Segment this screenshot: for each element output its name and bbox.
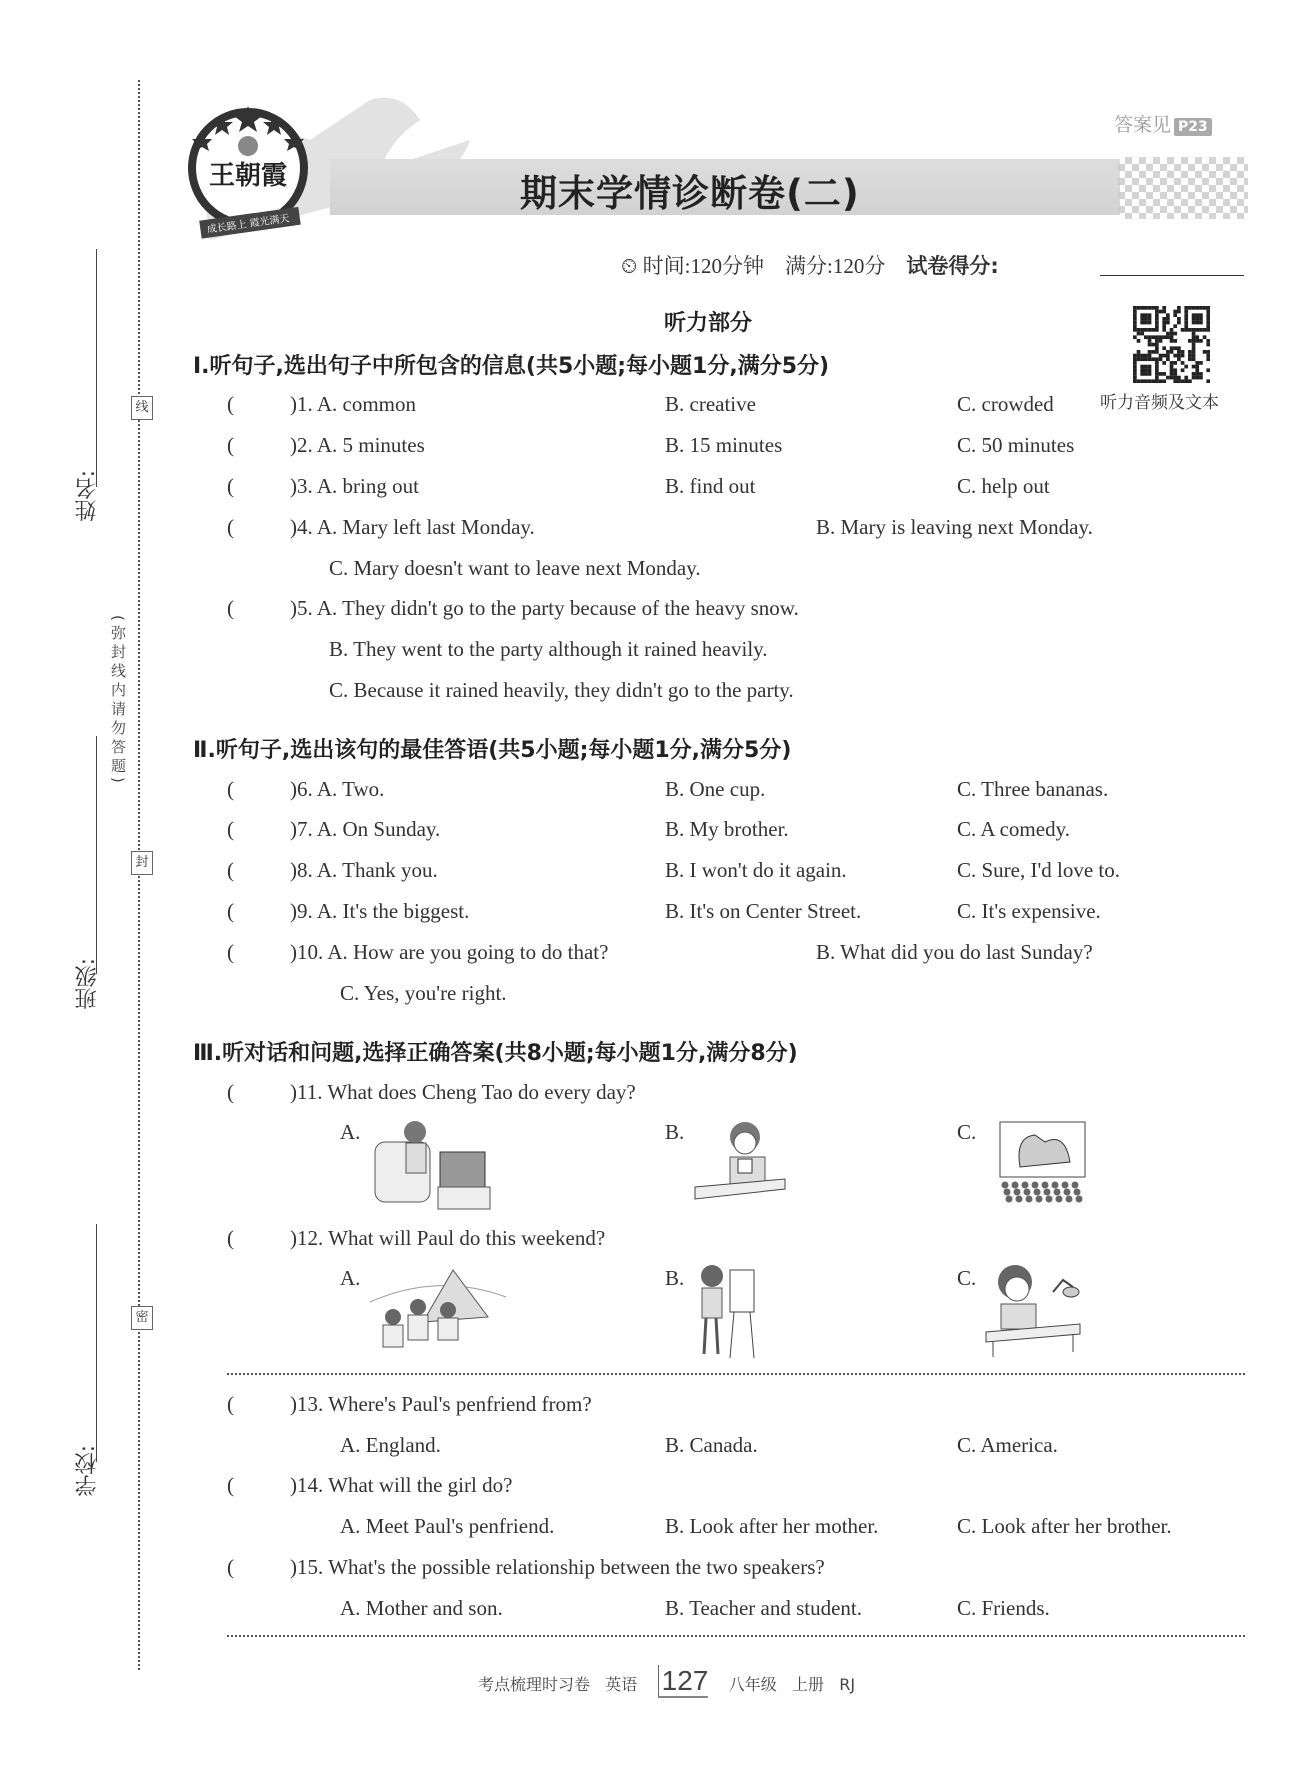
clock-icon: ⏲	[621, 254, 638, 278]
option-c[interactable]: C. Friends.	[957, 1596, 1050, 1620]
bracket-close: )	[290, 1226, 297, 1250]
footer-volume: 上册	[791, 1675, 824, 1694]
question-number: 5	[297, 596, 308, 620]
question-number: 9	[297, 899, 308, 923]
option-c[interactable]: C. 50 minutes	[957, 433, 1075, 457]
page-number: 127	[658, 1665, 709, 1698]
exam-info	[621, 250, 999, 280]
option-a[interactable]: A. Thank you.	[316, 858, 438, 882]
question-11	[290, 1079, 636, 1105]
class-label: 班级:	[75, 958, 100, 1010]
number-dot: .	[307, 858, 317, 882]
question-stem: What does Cheng Tao do every day?	[327, 1080, 636, 1104]
option-c[interactable]: C. crowded	[957, 392, 1054, 416]
option-c[interactable]: C.	[957, 1120, 977, 1144]
option-c[interactable]: C. A comedy.	[957, 817, 1070, 841]
question-5	[290, 595, 799, 621]
option-a[interactable]: A. It's the biggest.	[316, 899, 470, 923]
question-number: 12	[297, 1226, 318, 1250]
image-doing-homework	[983, 1262, 1083, 1357]
svg-text:成长路上 霞光满天: 成长路上 霞光满天	[206, 213, 291, 236]
part-title: 听力部分	[664, 311, 753, 336]
image-reading-book	[690, 1117, 790, 1212]
binding-note: (弥封线内请勿答题)	[109, 615, 127, 787]
class-field-line[interactable]	[96, 736, 97, 974]
question-1	[290, 391, 416, 417]
question-4	[290, 514, 535, 540]
qr-caption: 听力音频及文本	[1100, 393, 1219, 413]
option-a[interactable]: A.	[340, 1266, 361, 1290]
question-stem: What will Paul do this weekend?	[328, 1226, 606, 1250]
bracket-close: )	[290, 392, 297, 416]
option-a[interactable]: A. common	[316, 392, 416, 416]
image-camping	[368, 1262, 508, 1357]
question-number: 13	[297, 1392, 318, 1416]
time-limit: 时间:120分钟	[642, 254, 764, 278]
question-stem: What's the possible relationship between the two speakers?	[328, 1555, 825, 1579]
option-b[interactable]: B. creative	[665, 392, 756, 416]
image-watching-tv	[370, 1117, 495, 1212]
option-b[interactable]: B. I won't do it again.	[665, 858, 847, 882]
option-b[interactable]: B. 15 minutes	[665, 433, 783, 457]
answer-bracket[interactable]: (	[227, 858, 234, 882]
answer-bracket[interactable]: (	[227, 899, 234, 923]
checker-decoration	[1118, 157, 1248, 219]
number-dot: .	[307, 817, 317, 841]
number-dot: .	[307, 515, 317, 539]
section-3-title: Ⅲ.听对话和问题,选择正确答案(共8小题;每小题1分,满分8分)	[193, 1041, 798, 1066]
bottom-divider	[227, 1635, 1245, 1637]
name-label: 姓名:	[75, 470, 100, 522]
question-15	[290, 1554, 825, 1580]
option-a[interactable]: A. bring out	[316, 474, 419, 498]
image-painting	[692, 1262, 762, 1362]
footer-grade: 八年级	[728, 1675, 777, 1694]
question-8	[290, 857, 438, 883]
score-label: 试卷得分:	[906, 254, 999, 278]
number-dot: .	[318, 1555, 329, 1579]
option-b[interactable]: B. My brother.	[665, 817, 789, 841]
name-field-line[interactable]	[96, 249, 97, 487]
option-b[interactable]: B.	[665, 1120, 685, 1144]
bracket-close: )	[290, 817, 297, 841]
question-7	[290, 816, 440, 842]
section-2-title: Ⅱ.听句子,选出该句的最佳答语(共5小题;每小题1分,满分5分)	[193, 738, 792, 763]
svg-text:王朝霞: 王朝霞	[208, 161, 288, 191]
question-10	[290, 939, 608, 965]
option-a[interactable]: A. On Sunday.	[316, 817, 441, 841]
answer-ref-label: 答案见	[1114, 114, 1172, 136]
bracket-close: )	[290, 474, 297, 498]
question-number: 14	[297, 1473, 318, 1497]
number-dot: .	[307, 899, 317, 923]
option-a[interactable]: A. Mother and son.	[340, 1596, 503, 1620]
bracket-close: )	[290, 1080, 297, 1104]
bracket-close: )	[290, 858, 297, 882]
question-2	[290, 432, 425, 458]
full-score: 满分:120分	[784, 254, 886, 278]
question-number: 11	[297, 1080, 318, 1104]
number-dot: .	[318, 1473, 329, 1497]
footer-book: 考点梳理时习卷	[478, 1675, 591, 1694]
option-b[interactable]: B. It's on Center Street.	[665, 899, 862, 923]
option-a[interactable]: A. 5 minutes	[316, 433, 425, 457]
score-input-line[interactable]	[1100, 275, 1244, 276]
option-a[interactable]: A. Meet Paul's penfriend.	[340, 1514, 555, 1538]
number-dot: .	[317, 1080, 328, 1104]
option-c[interactable]: C. Sure, I'd love to.	[957, 858, 1121, 882]
option-a[interactable]: A. England.	[340, 1433, 441, 1457]
option-a[interactable]: A.	[340, 1120, 361, 1144]
answer-bracket[interactable]: (	[227, 1080, 234, 1104]
option-c[interactable]: C. Three bananas.	[957, 777, 1109, 801]
school-field-line[interactable]	[96, 1224, 97, 1462]
option-b[interactable]: B. What did you do last Sunday?	[816, 940, 1093, 964]
question-6	[290, 776, 384, 802]
question-number: 4	[297, 515, 308, 539]
mark-line: 线	[131, 396, 153, 420]
option-b[interactable]: B.	[665, 1266, 685, 1290]
answer-bracket[interactable]: (	[227, 940, 234, 964]
option-c[interactable]: C. Look after her brother.	[957, 1514, 1172, 1538]
brand-logo	[186, 96, 316, 246]
option-b[interactable]: B. They went to the party although it rained heavily.	[329, 637, 768, 661]
question-number: 15	[297, 1555, 318, 1579]
number-dot: .	[318, 1392, 329, 1416]
question-number: 8	[297, 858, 308, 882]
question-number: 1	[297, 392, 308, 416]
bracket-close: )	[290, 1555, 297, 1579]
bracket-close: )	[290, 596, 297, 620]
number-dot: .	[307, 474, 317, 498]
section-1-title: Ⅰ.听句子,选出句子中所包含的信息(共5小题;每小题1分,满分5分)	[193, 354, 830, 379]
number-dot: .	[307, 392, 317, 416]
bracket-close: )	[290, 899, 297, 923]
image-watching-movie	[995, 1117, 1090, 1207]
footer-edition: RJ	[839, 1675, 856, 1694]
qr-code[interactable]	[1133, 306, 1210, 383]
school-label: 学校:	[75, 1445, 100, 1497]
option-a[interactable]: A. How are you going to do that?	[327, 940, 609, 964]
answer-bracket[interactable]: (	[227, 392, 234, 416]
answer-bracket[interactable]: (	[227, 433, 234, 457]
bracket-close: )	[290, 515, 297, 539]
number-dot: .	[307, 777, 317, 801]
mark-seal: 封	[131, 851, 153, 875]
option-c[interactable]: C. America.	[957, 1433, 1058, 1457]
number-dot: .	[318, 940, 328, 964]
question-3	[290, 473, 419, 499]
answer-reference	[1114, 110, 1212, 137]
answer-bracket[interactable]: (	[227, 1555, 234, 1579]
option-c[interactable]: C.	[957, 1266, 977, 1290]
binding-cut-line	[138, 80, 140, 1670]
bracket-close: )	[290, 1473, 297, 1497]
option-b[interactable]: B. Mary is leaving next Monday.	[816, 515, 1093, 539]
bracket-close: )	[290, 1392, 297, 1416]
question-stem: What will the girl do?	[328, 1473, 513, 1497]
option-b[interactable]: B. Look after her mother.	[665, 1514, 879, 1538]
option-c[interactable]: C. Yes, you're right.	[340, 981, 507, 1005]
number-dot: .	[318, 1226, 329, 1250]
question-number: 6	[297, 777, 308, 801]
answer-bracket[interactable]: (	[227, 596, 234, 620]
option-b[interactable]: B. find out	[665, 474, 756, 498]
answer-page-badge: P23	[1174, 118, 1212, 136]
question-14	[290, 1472, 512, 1498]
answer-bracket[interactable]: (	[227, 817, 234, 841]
bracket-close: )	[290, 940, 297, 964]
question-number: 2	[297, 433, 308, 457]
question-number: 7	[297, 817, 308, 841]
footer	[478, 1665, 855, 1697]
option-c[interactable]: C. It's expensive.	[957, 899, 1101, 923]
option-c[interactable]: C. help out	[957, 474, 1050, 498]
number-dot: .	[307, 596, 317, 620]
option-a[interactable]: A. Two.	[316, 777, 385, 801]
question-9	[290, 898, 469, 924]
section-divider	[227, 1373, 1245, 1375]
answer-bracket[interactable]: (	[227, 474, 234, 498]
bracket-close: )	[290, 433, 297, 457]
mark-secret: 密	[131, 1306, 153, 1330]
answer-bracket[interactable]: (	[227, 1226, 234, 1250]
page-title: 期末学情诊断卷(二)	[520, 172, 860, 215]
option-b[interactable]: B. One cup.	[665, 777, 766, 801]
answer-bracket[interactable]: (	[227, 1392, 234, 1416]
question-number: 3	[297, 474, 308, 498]
footer-subject: 英语	[605, 1675, 638, 1694]
answer-bracket[interactable]: (	[227, 777, 234, 801]
option-a[interactable]: A. Mary left last Monday.	[316, 515, 535, 539]
option-a[interactable]: A. They didn't go to the party because of the heavy snow.	[316, 596, 799, 620]
option-b[interactable]: B. Canada.	[665, 1433, 758, 1457]
answer-bracket[interactable]: (	[227, 515, 234, 539]
option-c[interactable]: C. Mary doesn't want to leave next Monday.	[329, 556, 701, 580]
question-13	[290, 1391, 592, 1417]
option-b[interactable]: B. Teacher and student.	[665, 1596, 862, 1620]
answer-bracket[interactable]: (	[227, 1473, 234, 1497]
bracket-close: )	[290, 777, 297, 801]
question-12	[290, 1225, 605, 1251]
option-c[interactable]: C. Because it rained heavily, they didn't go to the party.	[329, 678, 794, 702]
number-dot: .	[307, 433, 317, 457]
question-stem: Where's Paul's penfriend from?	[328, 1392, 592, 1416]
question-number: 10	[297, 940, 318, 964]
